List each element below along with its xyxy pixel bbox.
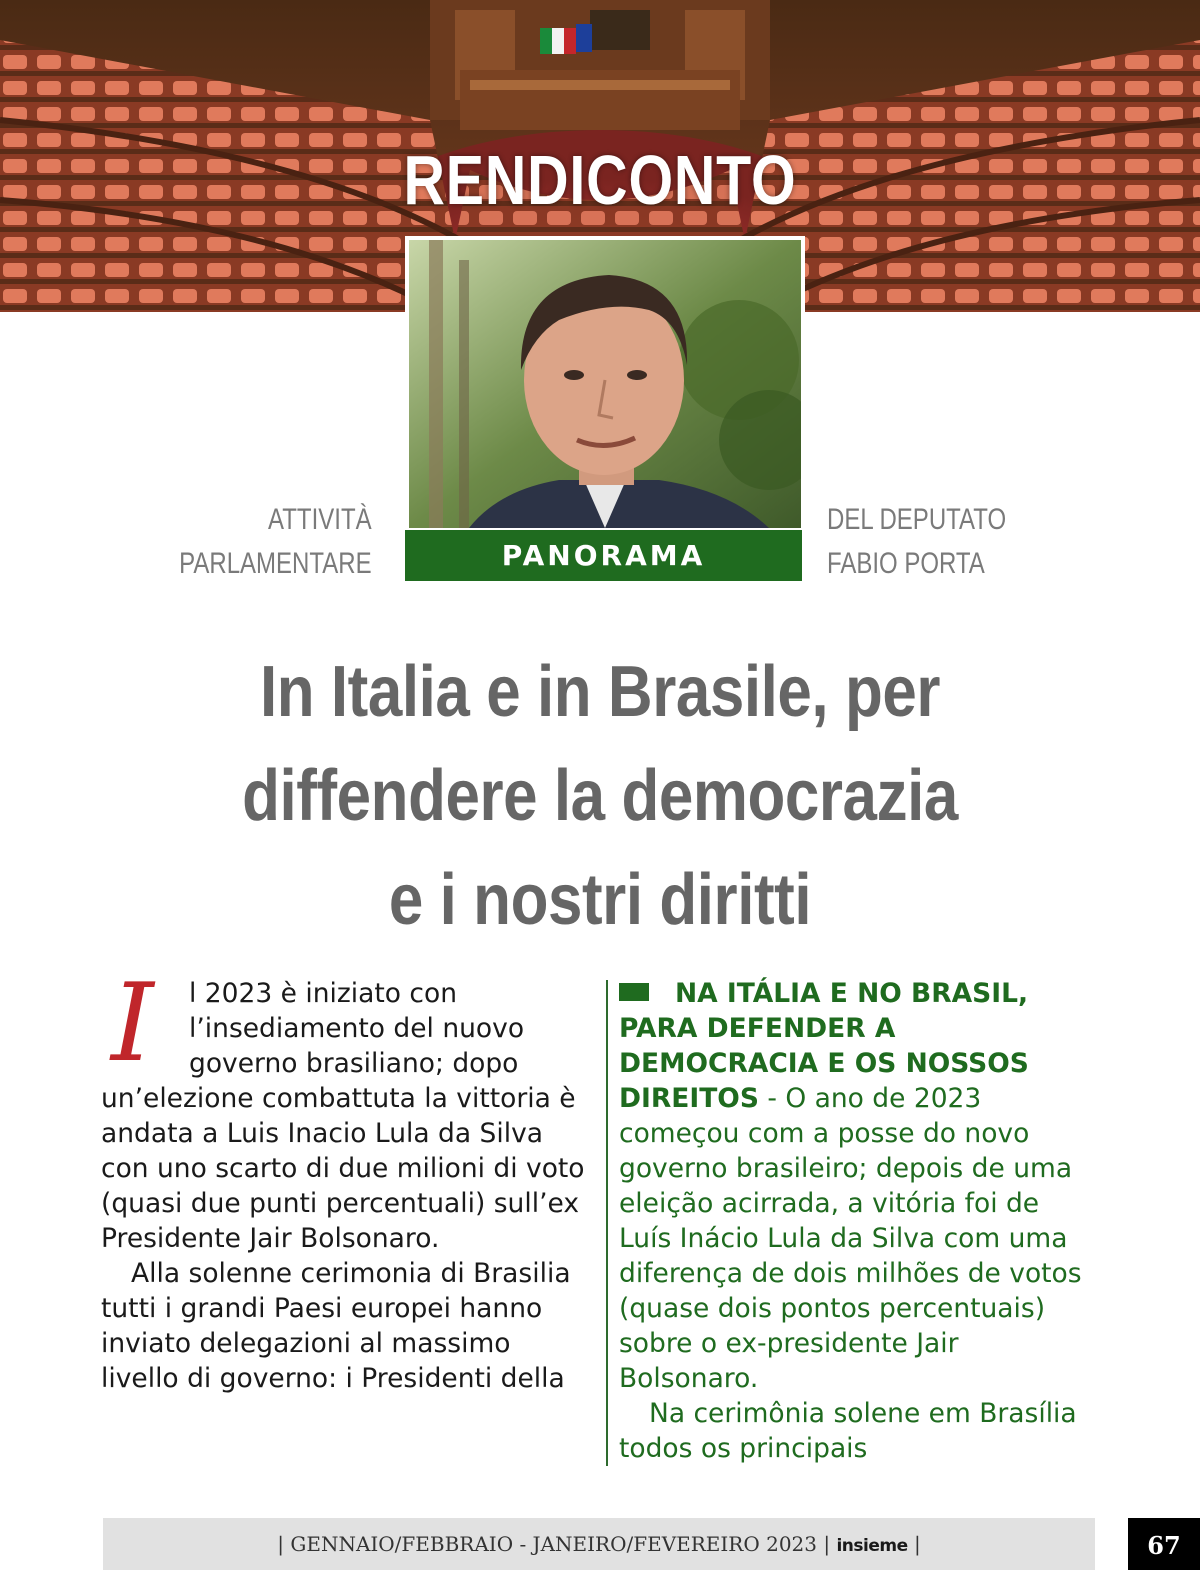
portuguese-paragraph-1-text: - O ano de 2023 começou com a posse do novo governo brasileiro; depois de uma eleição acirrada, a vitória foi de Luís Inácio Lula da Silva com uma diferença de dois milhões de votos (quase dois pontos percentuais) sobre o ex-presidente Jair Bolsonaro.	[619, 1083, 1082, 1394]
side-label-right-line2: FABIO PORTA	[827, 547, 985, 580]
bullet-square-icon	[619, 983, 649, 1001]
italian-paragraph-2: Alla solenne cerimonia di Brasilia tutti i grandi Paesi europei hanno inviato delegazioni al massimo livello di governo: i Presidenti della	[101, 1258, 571, 1394]
side-label-left-line2: PARLAMENTARE	[179, 547, 372, 580]
footer-end: |	[913, 1532, 921, 1556]
section-title: RENDICONTO	[403, 141, 797, 219]
portuguese-paragraph-1	[619, 976, 1089, 1396]
panorama-caption: PANORAMA	[405, 530, 802, 581]
deputy-portrait-image	[409, 240, 801, 528]
headline-line3: e i nostri diritti	[388, 860, 812, 940]
page-number: 67	[1128, 1518, 1200, 1570]
portuguese-heading: NA ITÁLIA E NO BRASIL, PARA DEFENDER A DEMOCRACIA E OS NOSSOS DIREITOS	[619, 978, 1029, 1114]
headline-line1: In Italia e in Brasile, per	[259, 652, 941, 732]
footer-bar	[103, 1518, 1095, 1570]
headline-line2: diffendere la democrazia	[242, 756, 958, 836]
italian-paragraph-1: l 2023 è iniziato con l’insediamento del nuovo governo brasiliano; dopo un’elezione combattuta la vittoria è andata a Luis Inacio Lula da Silva con uno scarto di due milioni di voto (quasi due punti percentuali) sull’ex Presidente Jair Bolsonaro.	[101, 978, 585, 1254]
side-label-right-line1: DEL DEPUTATO	[827, 503, 1007, 536]
italian-column	[101, 961, 591, 1396]
side-label-right	[827, 498, 1006, 586]
article-headline	[170, 640, 1030, 952]
side-label-left-line1: ATTIVITÀ	[268, 503, 372, 536]
footer-brand: insieme	[836, 1536, 908, 1556]
drop-cap: I	[111, 961, 154, 1086]
portrait-photo	[405, 236, 805, 528]
side-label-left	[180, 498, 372, 586]
portuguese-paragraph-2: Na cerimônia solene em Brasília todos os principais	[619, 1398, 1077, 1464]
column-divider	[606, 980, 608, 1466]
portuguese-column	[619, 976, 1089, 1466]
footer-issue: | GENNAIO/FEBBRAIO - JANEIRO/FEVEREIRO 2023 |	[277, 1532, 831, 1556]
